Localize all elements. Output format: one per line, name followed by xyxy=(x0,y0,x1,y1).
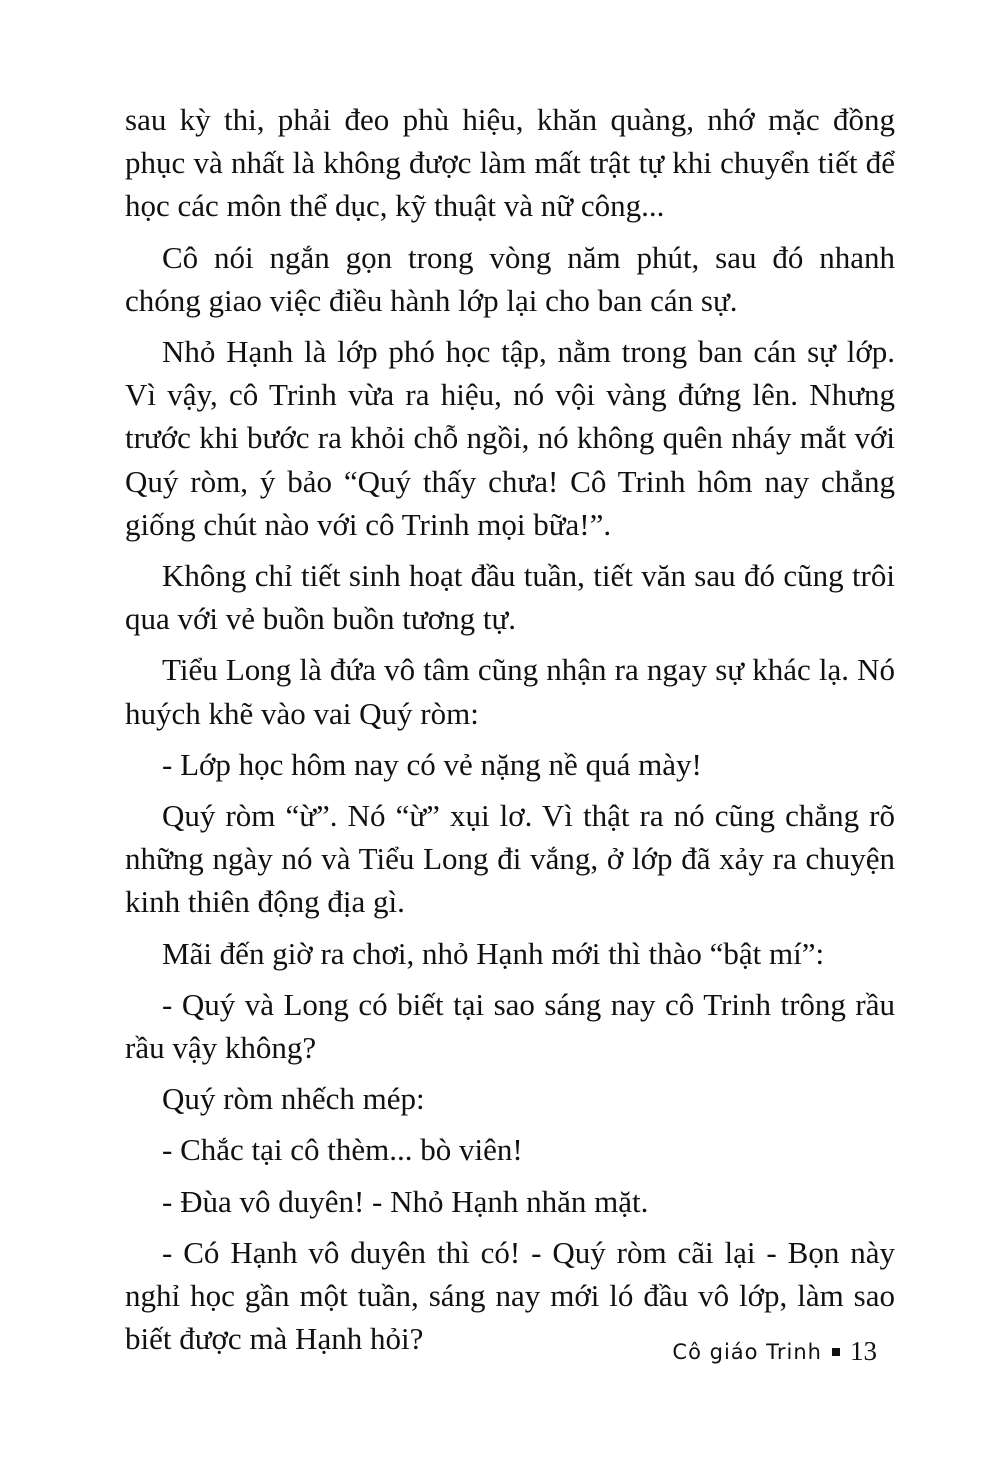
dialogue-line: - Có Hạnh vô duyên thì có! - Quý ròm cãi lại - Bọn này nghỉ học gần một tuần, sáng nay mới ló đầu vô lớp, làm sao biết được mà Hạnh hỏi? xyxy=(125,1234,895,1357)
paragraph: Nhỏ Hạnh là lớp phó học tập, nằm trong ban cán sự lớp. Vì vậy, cô Trinh vừa ra hiệu, nó vội vàng đứng lên. Nhưng trước khi bước ra khỏi chỗ ngồi, nó không quên nháy mắt với Quý ròm, ý bảo “Quý thấy chưa! Cô Trinh hôm nay chẳng giống chút nào với cô Trinh mọi bữa!”. xyxy=(125,334,895,542)
paragraph: Cô nói ngắn gọn trong vòng năm phút, sau đó nhanh chóng giao việc điều hành lớp lại cho ban cán sự. xyxy=(125,239,895,318)
dialogue-line: - Chắc tại cô thèm... bò viên! xyxy=(162,1132,523,1168)
dialogue-line: - Lớp học hôm nay có vẻ nặng nề quá mày! xyxy=(162,746,702,782)
paragraph: Không chỉ tiết sinh hoạt đầu tuần, tiết văn sau đó cũng trôi qua với vẻ buồn buồn tương tự. xyxy=(125,558,895,637)
paragraph: Quý ròm “ừ”. Nó “ừ” xụi lơ. Vì thật ra nó cũng chẳng rõ những ngày nó và Tiểu Long đi vắng, ở lớp đã xảy ra chuyện kinh thiên động địa gì. xyxy=(125,798,895,920)
page-number: 13 xyxy=(850,1336,877,1366)
page-body xyxy=(125,98,895,1360)
chapter-title: Cô giáo Trinh xyxy=(672,1339,822,1364)
dialogue-line: - Đùa vô duyên! - Nhỏ Hạnh nhăn mặt. xyxy=(162,1183,649,1219)
paragraph: Tiểu Long là đứa vô tâm cũng nhận ra ngay sự khác lạ. Nó huých khẽ vào vai Quý ròm: xyxy=(125,652,895,731)
paragraph: Mãi đến giờ ra chơi, nhỏ Hạnh mới thì thào “bật mí”: xyxy=(162,935,825,971)
paragraph: Quý ròm nhếch mép: xyxy=(162,1081,425,1117)
dialogue-line: - Quý và Long có biết tại sao sáng nay cô Trinh trông rầu rầu vậy không? xyxy=(125,986,895,1066)
page-footer xyxy=(672,1336,877,1367)
paragraph: sau kỳ thi, phải đeo phù hiệu, khăn quàng, nhớ mặc đồng phục và nhất là không được làm mất trật tự khi chuyển tiết để học các môn thể dục, kỹ thuật và nữ công... xyxy=(125,102,895,224)
square-bullet-icon xyxy=(832,1348,840,1356)
